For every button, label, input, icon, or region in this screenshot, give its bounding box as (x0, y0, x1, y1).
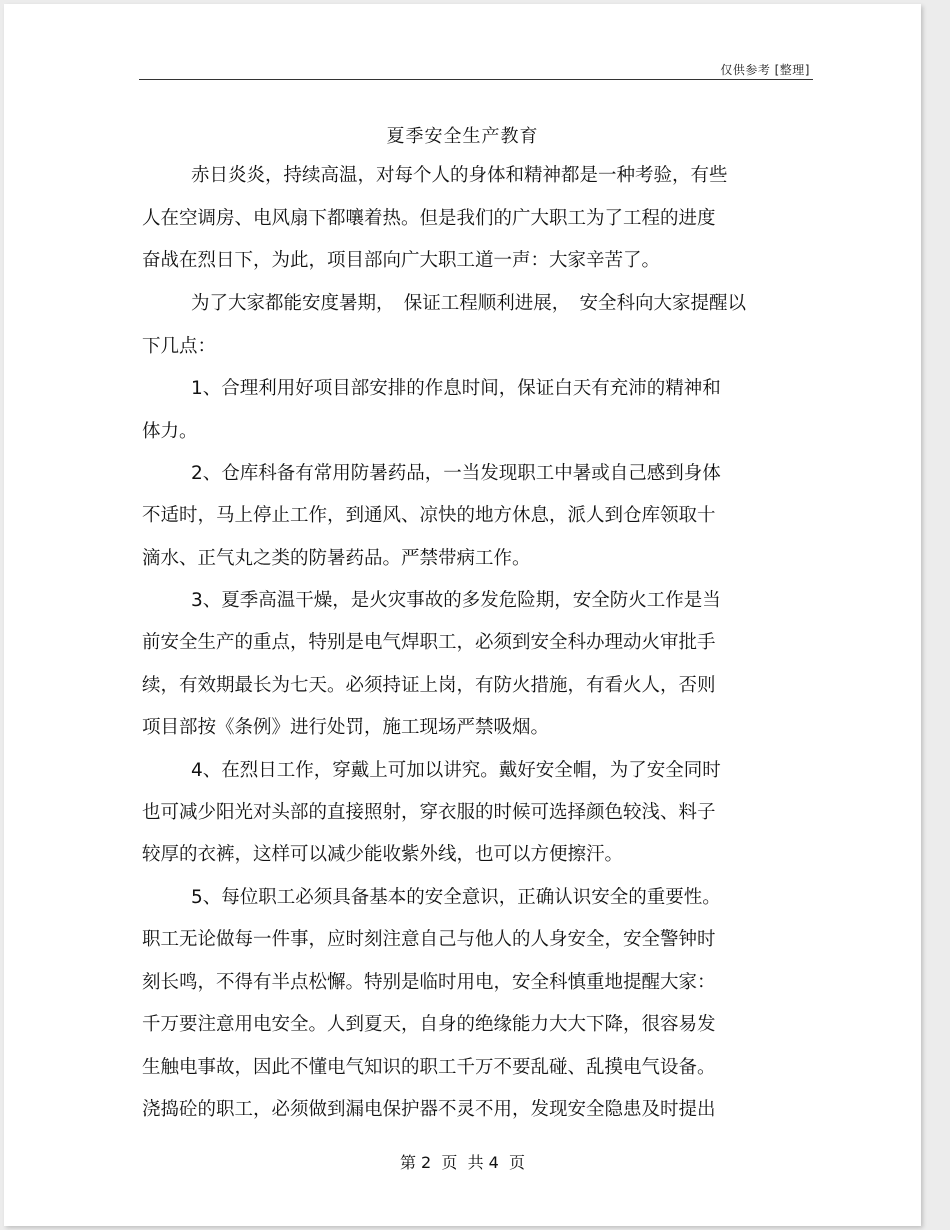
body-line: 体力。 (142, 421, 198, 442)
body-line: 浇捣砼的职工，必须做到漏电保护器不灵不用，发现安全隐患及时提出 (142, 1099, 716, 1120)
body-line: 为了大家都能安度暑期， 保证工程顺利进展， 安全科向大家提醒以 (191, 293, 747, 314)
body-line: 也可减少阳光对头部的直接照射，穿衣服的时候可选择颜色较浅、料子 (142, 802, 716, 823)
body-line: 赤日炎炎，持续高温，对每个人的身体和精神都是一种考验，有些 (191, 165, 728, 186)
body-line: 滴水、正气丸之类的防暑药品。严禁带病工作。 (142, 548, 531, 569)
header-note: 仅供参考 [整理] (720, 63, 810, 77)
body-line: 前安全生产的重点，特别是电气焊职工，必须到安全科办理动火审批手 (142, 632, 716, 653)
body-line: 4、在烈日工作，穿戴上可加以讲究。戴好安全帽，为了安全同时 (191, 760, 721, 781)
body-line: 生触电事故，因此不懂电气知识的职工千万不要乱碰、乱摸电气设备。 (142, 1057, 716, 1078)
header-divider (139, 79, 813, 80)
body-line: 下几点： (142, 336, 217, 357)
document-title: 夏季安全生产教育 (386, 126, 539, 147)
body-line: 1、合理利用好项目部安排的作息时间，保证白天有充沛的精神和 (191, 378, 721, 399)
page-number-footer: 第 2 页 共 4 页 (399, 1153, 526, 1172)
body-line: 不适时，马上停止工作，到通风、凉快的地方休息，派人到仓库领取十 (142, 505, 716, 526)
body-line: 人在空调房、电风扇下都嚷着热。但是我们的广大职工为了工程的进度 (142, 208, 716, 229)
body-line: 5、每位职工必须具备基本的安全意识，正确认识安全的重要性。 (191, 887, 721, 908)
body-line: 2、仓库科备有常用防暑药品，一当发现职工中暑或自己感到身体 (191, 463, 721, 484)
body-line: 奋战在烈日下，为此，项目部向广大职工道一声：大家辛苦了。 (142, 250, 661, 271)
body-line: 续，有效期最长为七天。必须持证上岗，有防火措施，有看火人，否则 (142, 675, 716, 696)
document-page (4, 4, 921, 1226)
body-line: 3、夏季高温干燥，是火灾事故的多发危险期，安全防火工作是当 (191, 590, 721, 611)
body-line: 较厚的衣裤，这样可以减少能收紫外线，也可以方便擦汗。 (142, 844, 624, 865)
body-line: 千万要注意用电安全。人到夏天，自身的绝缘能力大大下降，很容易发 (142, 1014, 716, 1035)
body-line: 项目部按《条例》进行处罚，施工现场严禁吸烟。 (142, 717, 550, 738)
body-line: 职工无论做每一件事，应时刻注意自己与他人的人身安全，安全警钟时 (142, 929, 716, 950)
body-line: 刻长鸣，不得有半点松懈。特别是临时用电，安全科慎重地提醒大家： (142, 972, 716, 993)
